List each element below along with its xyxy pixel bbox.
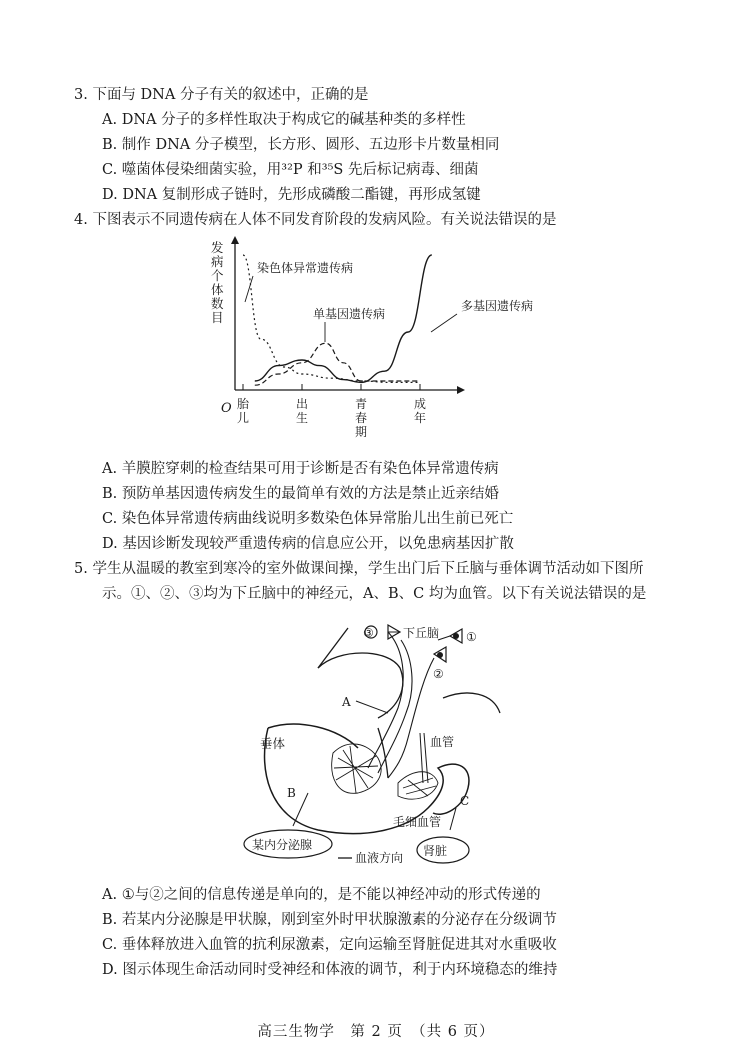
neuron-1-icon xyxy=(438,629,462,643)
vessel-a-label: A xyxy=(342,695,351,709)
page-footer: 高三生物学 第 2 页 （共 6 页） xyxy=(257,1024,495,1040)
series-labels xyxy=(245,260,533,342)
x-tick-label: 成年 xyxy=(414,397,427,425)
q4-option-d: D. 基因诊断发现较严重遗传病的信息应公开，以免患病基因扩散 xyxy=(102,536,514,552)
q3-option-c: C. 噬菌体侵染细菌实验，用³²P 和³⁵S 先后标记病毒、细菌 xyxy=(102,162,479,178)
neuron-3-label: ③ xyxy=(363,626,374,640)
gland-label: 某内分泌腺 xyxy=(252,838,313,852)
pituitary-label: 垂体 xyxy=(260,736,286,751)
neuron-1-label: ① xyxy=(466,630,477,644)
neuron-2-icon xyxy=(434,647,446,662)
vessel-b-label: B xyxy=(287,786,296,800)
q5-stem-line2: 示。①、②、③均为下丘脑中的神经元，A、B、C 均为血管。以下有关说法错误的是 xyxy=(102,586,647,602)
risk-line-chart xyxy=(195,232,534,452)
q5-option-a: A. ①与②之间的信息传递是单向的，是不能以神经冲动的形式传递的 xyxy=(102,887,541,903)
q5-option-d: D. 图示体现生命活动同时受神经和体液的调节，利于内环境稳态的维持 xyxy=(102,962,558,978)
series-label-2: 单基因遗传病 xyxy=(313,307,386,321)
origin-label: O xyxy=(221,401,232,416)
vessel-label: 血管 xyxy=(430,735,455,749)
x-tick-label: 青春期 xyxy=(355,397,368,439)
hypothalamus-pituitary-diagram xyxy=(238,618,538,876)
q3-option-a: A. DNA 分子的多样性取决于构成它的碱基种类的多样性 xyxy=(102,112,466,128)
x-ticks xyxy=(237,384,426,439)
neuron-2-label: ② xyxy=(433,667,444,681)
q4-option-a: A. 羊膜腔穿刺的检查结果可用于诊断是否有染色体异常遗传病 xyxy=(102,461,499,477)
capillary-bed-anterior xyxy=(332,744,381,793)
label-leader-line xyxy=(245,276,253,302)
q4-option-c: C. 染色体异常遗传病曲线说明多数染色体异常胎儿出生前已死亡 xyxy=(102,511,514,527)
series-label-3: 多基因遗传病 xyxy=(461,299,534,313)
q5-option-c: C. 垂体释放进入血管的抗利尿激素，定向运输至肾脏促进其对水重吸收 xyxy=(102,937,557,953)
q5-stem-line1: 5. 学生从温暖的教室到寒冷的室外做课间操，学生出门后下丘脑与垂体调节活动如下图所 xyxy=(74,561,644,577)
q3-stem: 3. 下面与 DNA 分子有关的叙述中，正确的是 xyxy=(74,87,369,103)
vessel-c-label: C xyxy=(460,794,470,808)
capillary-bed-posterior xyxy=(398,772,438,799)
y-axis-label: 发病个体数目 xyxy=(211,240,224,325)
q4-stem: 4. 下图表示不同遗传病在人体不同发育阶段的发病风险。有关说法错误的是 xyxy=(74,212,557,228)
kidney-label: 肾脏 xyxy=(423,844,448,858)
series-label-1: 染色体异常遗传病 xyxy=(257,261,354,275)
x-tick-label: 胎儿 xyxy=(237,397,250,425)
q3-option-b: B. 制作 DNA 分子模型，长方形、圆形、五边形卡片数量相同 xyxy=(102,137,500,153)
q5-option-b: B. 若某内分泌腺是甲状腺，刚到室外时甲状腺激素的分泌存在分级调节 xyxy=(102,912,557,928)
x-tick-label: 出生 xyxy=(296,397,309,425)
q3-option-d: D. DNA 复制形成子链时，先形成磷酸二酯键，再形成氢键 xyxy=(102,187,481,203)
capillary-label: 毛细血管 xyxy=(393,815,442,829)
flow-label: 血液方向 xyxy=(355,851,404,865)
hypothalamus-label: 下丘脑 xyxy=(403,626,440,640)
label-leader-line xyxy=(431,314,457,332)
q4-option-b: B. 预防单基因遗传病发生的最简单有效的方法是禁止近亲结婚 xyxy=(102,486,499,502)
